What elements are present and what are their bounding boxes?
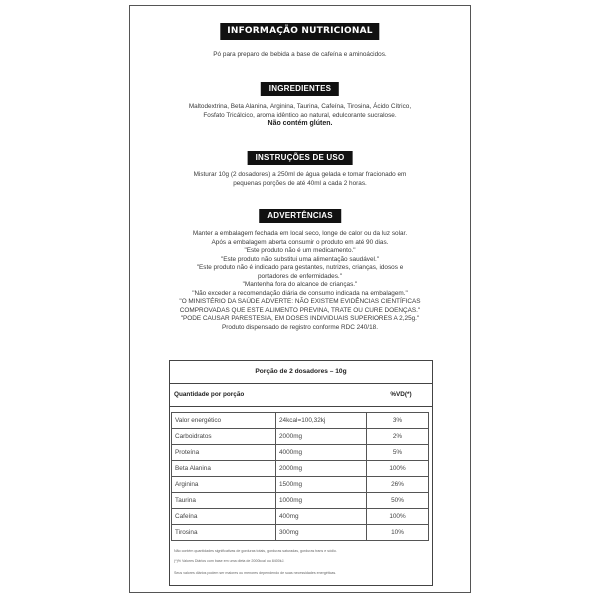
nutrient-vd: 2% bbox=[367, 429, 429, 445]
nutrient-quantity: 1000mg bbox=[276, 493, 367, 509]
nutrient-name: Cafeína bbox=[172, 509, 276, 525]
nutrient-name: Arginina bbox=[172, 477, 276, 493]
warnings-text: Manter a embalagem fechada em local seco, longe de calor ou da luz solar. Após a embalagem aberta consumir o produto em até 90 dias. "Este produto não é um medicamento." "Este produto não substitui uma alimentação saudável." "Este produto não é indicado para gestantes, nutrizes, crianças, idosos e portadores de enfermidades." "Mantenha fora do alcance de crianças." "Não exceder a recomendação diária de consumo indicada na embalagem." "O MINISTÉRIO DA SAÚDE ADVERTE: NÃO EXISTEM EVIDÊNCIAS CIENTÍFICAS COMPROVADAS QUE ESTE ALIMENTO PREVINA, TRATE OU CURE DOENÇAS." "PODE CAUSAR PARESTESIA, EM DOSES INDIVIDUAIS SUPERIORES A 2,25g." Produto dispensado de registro conforme RDC 240/18. bbox=[179, 230, 421, 331]
table-row bbox=[172, 477, 429, 493]
page-title: INFORMAÇÃO NUTRICIONAL bbox=[220, 23, 379, 40]
nutrient-quantity: 400mg bbox=[276, 509, 367, 525]
table-row bbox=[172, 525, 429, 541]
nutrient-name: Proteína bbox=[172, 445, 276, 461]
ingredients-heading: INGREDIENTES bbox=[261, 82, 339, 96]
table-row bbox=[172, 461, 429, 477]
nutrient-quantity: 1500mg bbox=[276, 477, 367, 493]
nutrient-quantity: 4000mg bbox=[276, 445, 367, 461]
nutrient-vd: 5% bbox=[367, 445, 429, 461]
nutrient-name: Beta Alanina bbox=[172, 461, 276, 477]
nutrient-vd: 10% bbox=[367, 525, 429, 541]
table-row bbox=[172, 445, 429, 461]
footnote-daily-values: (*)% Valores Diários com base em uma dieta de 2000kcal ou 8400kJ. bbox=[174, 559, 285, 563]
nutrient-name: Tirosina bbox=[172, 525, 276, 541]
nutrient-quantity: 24kcal=100,32kj bbox=[276, 413, 367, 429]
nutrient-name: Valor energético bbox=[172, 413, 276, 429]
instructions-text: Misturar 10g (2 dosadores) a 250ml de água gelada e tomar fracionado em pequenas porções de até 40ml a cada 2 horas. bbox=[193, 171, 407, 187]
nutrition-label-sheet bbox=[129, 5, 471, 593]
nutrient-vd: 100% bbox=[367, 509, 429, 525]
product-description: Pó para preparo de bebida a base de cafeína e aminoácidos. bbox=[213, 51, 387, 58]
nutrition-facts-table bbox=[169, 360, 433, 586]
nutrient-quantity: 300mg bbox=[276, 525, 367, 541]
warnings-heading: ADVERTÊNCIAS bbox=[259, 209, 341, 223]
nutrient-vd: 100% bbox=[367, 461, 429, 477]
quantity-column-header: Quantidade por porção bbox=[174, 391, 245, 398]
instructions-heading: INSTRUÇÕES DE USO bbox=[248, 151, 353, 165]
table-row bbox=[172, 509, 429, 525]
nutrient-rows bbox=[171, 412, 429, 541]
nutrient-vd: 50% bbox=[367, 493, 429, 509]
vd-column-header: %VD(*) bbox=[390, 391, 412, 398]
nutrient-name: Taurina bbox=[172, 493, 276, 509]
table-row bbox=[172, 413, 429, 429]
nutrient-quantity: 2000mg bbox=[276, 429, 367, 445]
nutrient-vd: 3% bbox=[367, 413, 429, 429]
footnote-not-significant: Não contém quantidades significativas de gorduras totais, gorduras saturadas, gorduras trans e sódio. bbox=[174, 549, 337, 553]
footnote-energy-needs: Seus valores diários podem ser maiores ou menores dependendo de suas necessidades energéticas. bbox=[174, 571, 337, 575]
gluten-note: Não contém glúten. bbox=[267, 120, 333, 127]
column-header-row bbox=[170, 384, 432, 407]
table-row bbox=[172, 429, 429, 445]
ingredients-text: Maltodextrina, Beta Alanina, Arginina, Taurina, Cafeína, Tirosina, Ácido Cítrico, Fosfato Tricálcico, aroma idêntico ao natural, edulcorante sucralose. Não contém glúten. bbox=[136, 103, 464, 129]
nutrient-name: Carboidratos bbox=[172, 429, 276, 445]
nutrient-vd: 26% bbox=[367, 477, 429, 493]
table-row bbox=[172, 493, 429, 509]
portion-header: Porção de 2 dosadores – 10g bbox=[170, 361, 432, 384]
nutrient-quantity: 2000mg bbox=[276, 461, 367, 477]
